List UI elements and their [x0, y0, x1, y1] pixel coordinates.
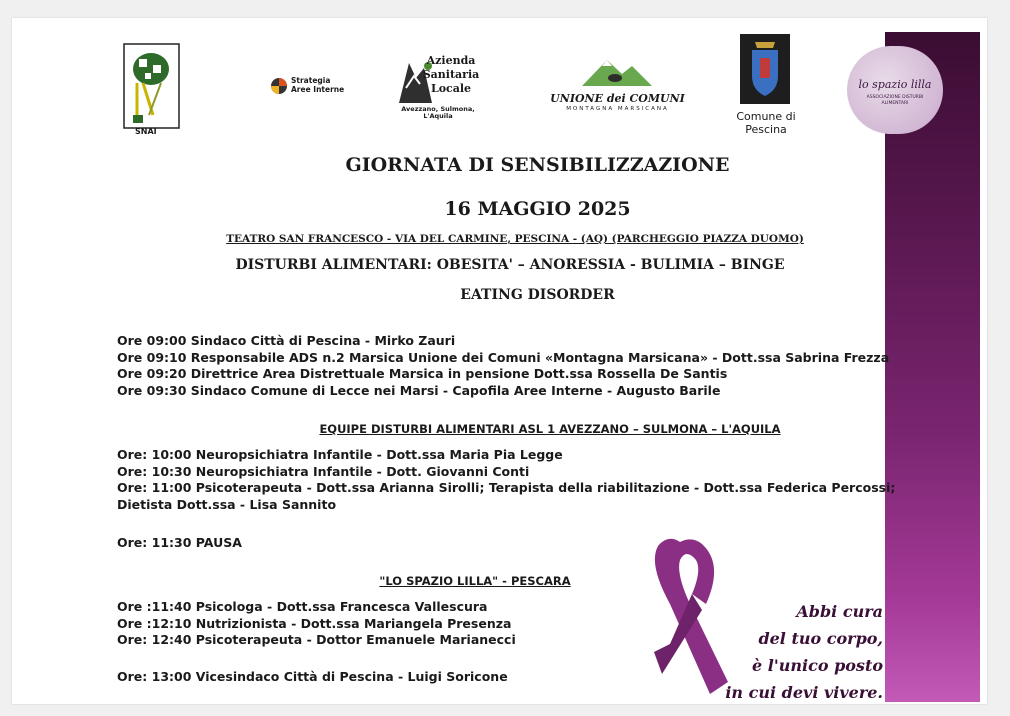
program-item: Ore 09:20 Direttrice Area Distrettuale Marsica in pensione Dott.ssa Rossella De Santis [117, 366, 728, 381]
program-opening [117, 333, 889, 399]
spazio-lilla-subtitle: ASSOCIAZIONE DISTURBI ALIMENTARI [866, 95, 924, 106]
snai-label: SNAI [135, 127, 157, 136]
asl-logo [394, 54, 482, 120]
spazio-heading: "LO SPAZIO LILLA" - PESCARA [379, 574, 571, 588]
comune-logo [716, 34, 816, 136]
program-spazio [117, 599, 516, 649]
unione-logo [550, 56, 685, 112]
equipe-heading: EQUIPE DISTURBI ALIMENTARI ASL 1 AVEZZANO – SULMONA – L'AQUILA [319, 422, 781, 436]
program-pause: Ore: 11:30 PAUSA [117, 535, 242, 550]
program-item: Dietista Dott.ssa - Lisa Sannito [117, 496, 337, 512]
program-item: Ore 09:10 Responsabile ADS n.2 Marsica Unione dei Comuni «Montagna Marsicana» - Dott.ssa Sabrina Frezza [117, 349, 890, 365]
slogan [700, 598, 883, 706]
event-date: 16 MAGGIO 2025 [444, 198, 631, 220]
program-item: Ore 09:30 Sindaco Comune di Lecce nei Marsi - Capofila Aree Interne - Augusto Barile [117, 382, 721, 398]
slogan-line: del tuo corpo, [758, 629, 883, 648]
event-venue: TEATRO SAN FRANCESCO - VIA DEL CARMINE, PESCINA - (AQ) (PARCHEGGIO PIAZZA DUOMO) [226, 233, 804, 245]
strategia-label: Strategia Aree Interne [291, 76, 345, 94]
asl-subtitle: Avezzano, Sulmona, L'Aquila [401, 105, 475, 120]
spazio-lilla-logo [847, 46, 943, 134]
program-item: Ore: 12:40 Psicoterapeuta - Dottor Emanuele Marianecci [117, 632, 516, 647]
unione-subtitle: MONTAGNA MARSICANA [566, 106, 669, 112]
program-item: Ore :12:10 Nutrizionista - Dott.ssa Mariangela Presenza [117, 615, 512, 631]
spazio-lilla-name: lo spazio lilla [858, 78, 932, 91]
event-topic-line1: DISTURBI ALIMENTARI: OBESITA' – ANORESSIA - BULIMIA – BINGE [235, 257, 785, 273]
program-equipe [117, 447, 895, 513]
program-item: Ore: 10:00 Neuropsichiatra Infantile - Dott.ssa Maria Pia Legge [117, 447, 563, 462]
program-item: Ore :11:40 Psicologa - Dott.ssa Francesca Vallescura [117, 599, 488, 614]
program-closing: Ore: 13:00 Vicesindaco Città di Pescina - Luigi Soricone [117, 669, 508, 684]
program-item: Ore: 11:00 Psicoterapeuta - Dott.ssa Arianna Sirolli; Terapista della riabilitazione - Dott.ssa Federica Percossi; [117, 480, 896, 495]
snai-logo [123, 43, 180, 136]
slogan-line: Abbi cura [796, 602, 883, 621]
slogan-line: in cui devi vivere. [725, 683, 883, 702]
asl-name: Azienda Sanitaria Locale [422, 54, 480, 95]
comune-label: Comune di Pescina [736, 110, 796, 136]
program-item: Ore: 10:30 Neuropsichiatra Infantile - Dott. Giovanni Conti [117, 463, 530, 479]
unione-name: UNIONE dei COMUNI [550, 92, 685, 105]
program-item: Ore 09:00 Sindaco Città di Pescina - Mirko Zauri [117, 333, 456, 348]
event-title: GIORNATA DI SENSIBILIZZAZIONE [345, 154, 730, 176]
slogan-line: è l'unico posto [752, 656, 883, 675]
event-topic-line2: EATING DISORDER [460, 287, 615, 303]
strategia-logo [270, 76, 350, 96]
